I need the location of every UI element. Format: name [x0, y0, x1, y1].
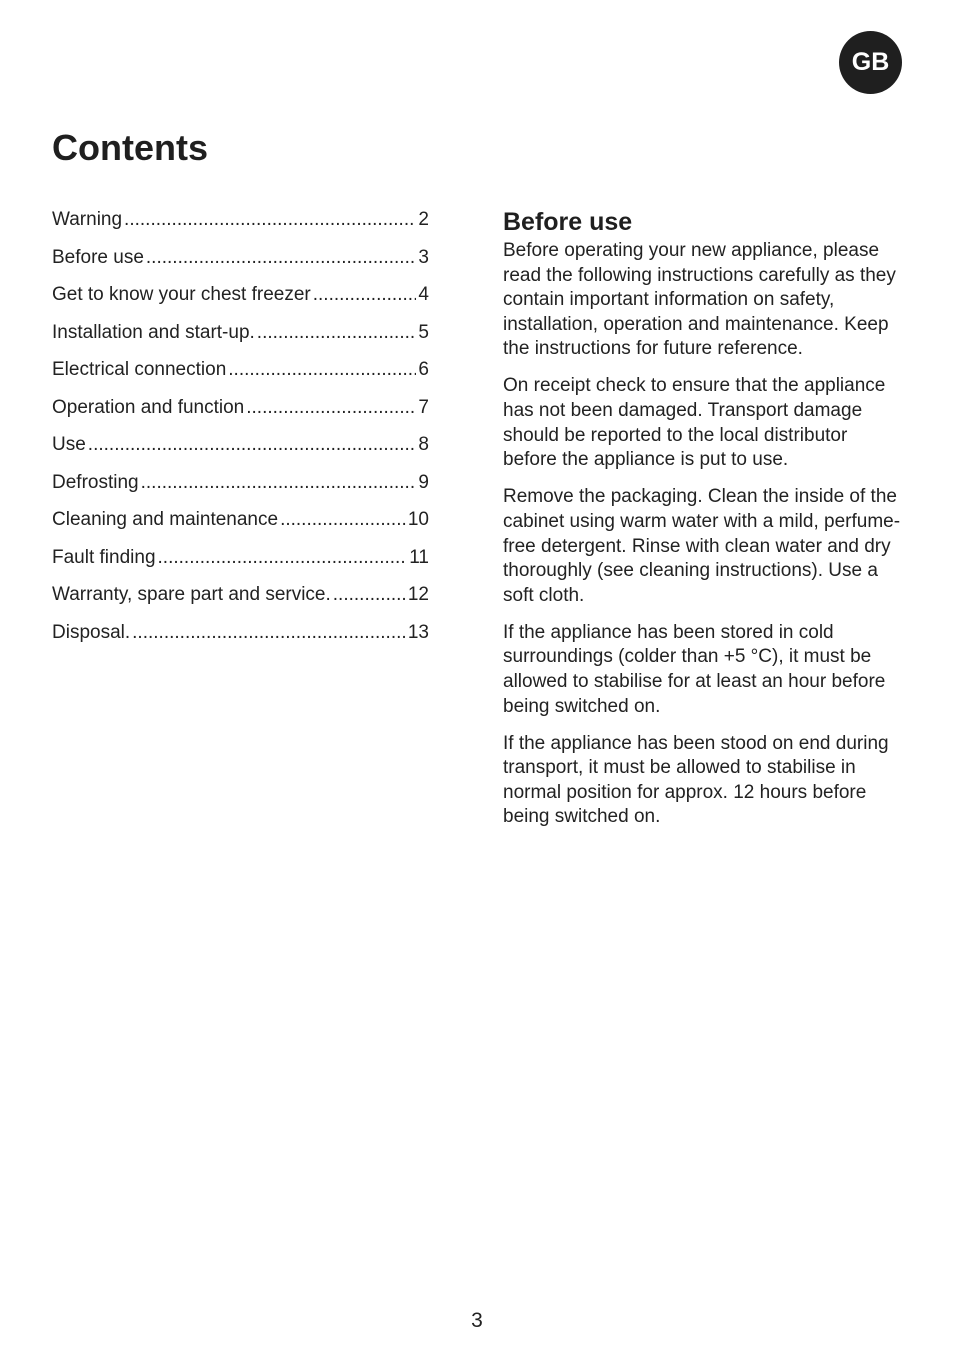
toc-entry-page: 7: [418, 396, 429, 418]
toc-entry-page: 4: [418, 284, 429, 305]
toc-entry-label: Fault finding: [52, 546, 156, 568]
section-heading: Before use: [503, 208, 633, 236]
page-number: 3: [471, 1309, 483, 1332]
toc-entry-get-to-know[interactable]: [52, 278, 429, 316]
toc-entry-warning[interactable]: [52, 203, 429, 241]
toc-dot-leader: [333, 578, 406, 612]
toc-entry-page: 8: [418, 434, 429, 455]
body-paragraph: Before operating your new appliance, please read the following instructions carefully as they contain important information on safety, installation, operation and maintenance. Keep the instructions for future reference.: [503, 240, 896, 360]
toc-entry-label: Installation and start-up.: [52, 321, 255, 343]
toc-entry-label: Get to know your chest freezer: [52, 284, 311, 305]
toc-entry-label: Warranty, spare part and service.: [52, 584, 331, 605]
toc-entry-page: 6: [418, 359, 429, 380]
toc-entry-label: Disposal.: [52, 621, 131, 643]
toc-entry-label: Use: [52, 434, 86, 455]
toc-entry-operation[interactable]: [52, 391, 429, 429]
toc-dot-leader: [124, 203, 416, 237]
toc-dot-leader: [158, 541, 408, 575]
before-use-section: [503, 206, 903, 843]
toc-dot-leader: [280, 503, 406, 537]
toc-entry-page: 11: [409, 546, 429, 568]
body-paragraph: If the appliance has been stored in cold surroundings (colder than +5 °C), it must be allowed to stabilise for at least an hour before being switched on.: [503, 621, 886, 717]
toc-entry-cleaning[interactable]: [52, 503, 429, 541]
toc-entry-page: 5: [418, 321, 429, 343]
language-badge: [839, 31, 902, 94]
toc-entry-fault-finding[interactable]: [52, 541, 429, 579]
toc-entry-label: Before use: [52, 246, 144, 268]
toc-entry-label: Defrosting: [52, 471, 139, 493]
toc-dot-leader: [146, 241, 417, 275]
toc-entry-page: 2: [418, 209, 429, 230]
toc-dot-leader: [228, 353, 416, 387]
toc-dot-leader: [132, 616, 406, 650]
toc-entry-warranty[interactable]: [52, 578, 429, 616]
toc-entry-disposal[interactable]: [52, 616, 429, 654]
toc-dot-leader: [141, 466, 417, 500]
table-of-contents: [52, 203, 429, 653]
toc-entry-page: 9: [418, 471, 429, 493]
toc-dot-leader: [88, 428, 417, 462]
toc-entry-label: Warning: [52, 209, 123, 230]
toc-dot-leader: [257, 316, 417, 350]
body-paragraph: Remove the packaging. Clean the inside of the cabinet using warm water with a mild, perfume-free detergent. Rinse with clean water and dry thoroughly (see cleaning instructions). Use a soft cloth.: [503, 486, 901, 606]
toc-entry-use[interactable]: [52, 428, 429, 466]
toc-dot-leader: [246, 391, 416, 425]
toc-entry-electrical-connection[interactable]: [52, 353, 429, 391]
toc-entry-installation[interactable]: [52, 316, 429, 354]
toc-entry-page: 13: [407, 621, 429, 643]
toc-entry-page: 12: [407, 584, 429, 605]
toc-dot-leader: [313, 278, 417, 312]
toc-entry-page: 10: [407, 509, 429, 530]
language-badge-label: GB: [851, 48, 890, 76]
toc-entry-defrosting[interactable]: [52, 466, 429, 504]
toc-entry-label: Operation and function: [52, 396, 245, 418]
body-paragraph: If the appliance has been stood on end during transport, it must be allowed to stabilise in normal position for approx. 12 hours before being switched on.: [503, 732, 889, 828]
toc-entry-before-use[interactable]: [52, 241, 429, 279]
body-paragraph: On receipt check to ensure that the appliance has not been damaged. Transport damage should be reported to the local distributor before the appliance is put to use.: [503, 375, 886, 471]
toc-entry-label: Cleaning and maintenance: [52, 509, 279, 530]
toc-entry-label: Electrical connection: [52, 359, 227, 380]
page-title: Contents: [52, 127, 208, 168]
toc-entry-page: 3: [418, 246, 429, 268]
